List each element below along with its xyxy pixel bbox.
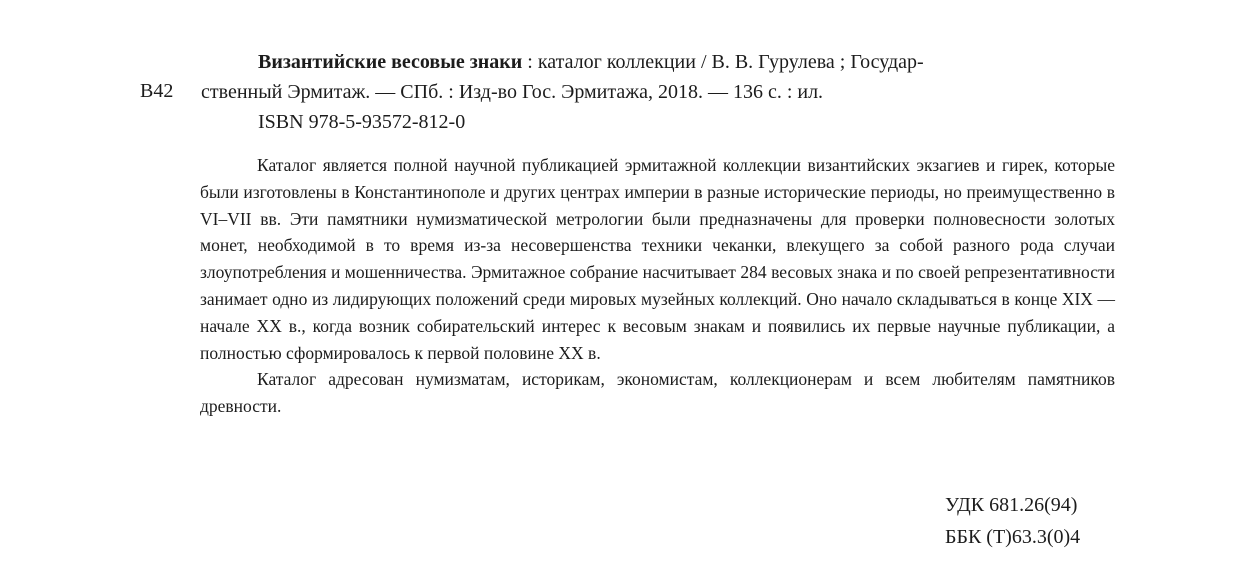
bbk-code: ББК (Т)63.3(0)4 [945,526,1081,548]
biblio-line-2: ственный Эрмитаж. — СПб. : Изд-во Гос. Эрмитажа, 2018. — 136 с. : ил. [201,81,824,103]
udk-code: УДК 681.26(94) [945,494,1078,516]
annotation-paragraph-1: Каталог является полной научной публикацией эрмитажной коллекции византийских экзагиев и гирек, которые были изготовлены в Константинополе и других центрах империи в разные исторические периоды, но преимущественно в VI–VII вв. Эти памятники нумизматической метрологии были предназначены для проверки полновесности золотых монет, необходимой в то время из-за несовершенства техники чеканки, влекущего за собой разного рода случаи злоупотребления и мошенничества. Эрмитажное собрание насчитывает 284 весовых знака и по своей репрезентативности занимает одно из лидирующих положений среди мировых музейных коллекций. Оно начало складываться в конце XIX — начале XX в., когда возник собирательский интерес к весовым знакам и появились их первые научные публикации, а полностью сформировалось к первой половине XX в. [200,155,1115,363]
book-title: Византийские весовые знаки [258,51,523,73]
biblio-line-1-rest: : каталог коллекции / В. В. Гурулева ; Государ- [522,51,924,73]
annotation-paragraph-2: Каталог адресован нумизматам, историкам, экономистам, коллекционерам и всем любителям памятников древности. [200,369,1115,417]
biblio-line-1 [258,47,1114,77]
annotation [200,152,1115,420]
bibliographic-description [201,47,1114,137]
author-cipher: В42 [140,80,174,102]
isbn: ISBN 978-5-93572-812-0 [258,111,466,133]
